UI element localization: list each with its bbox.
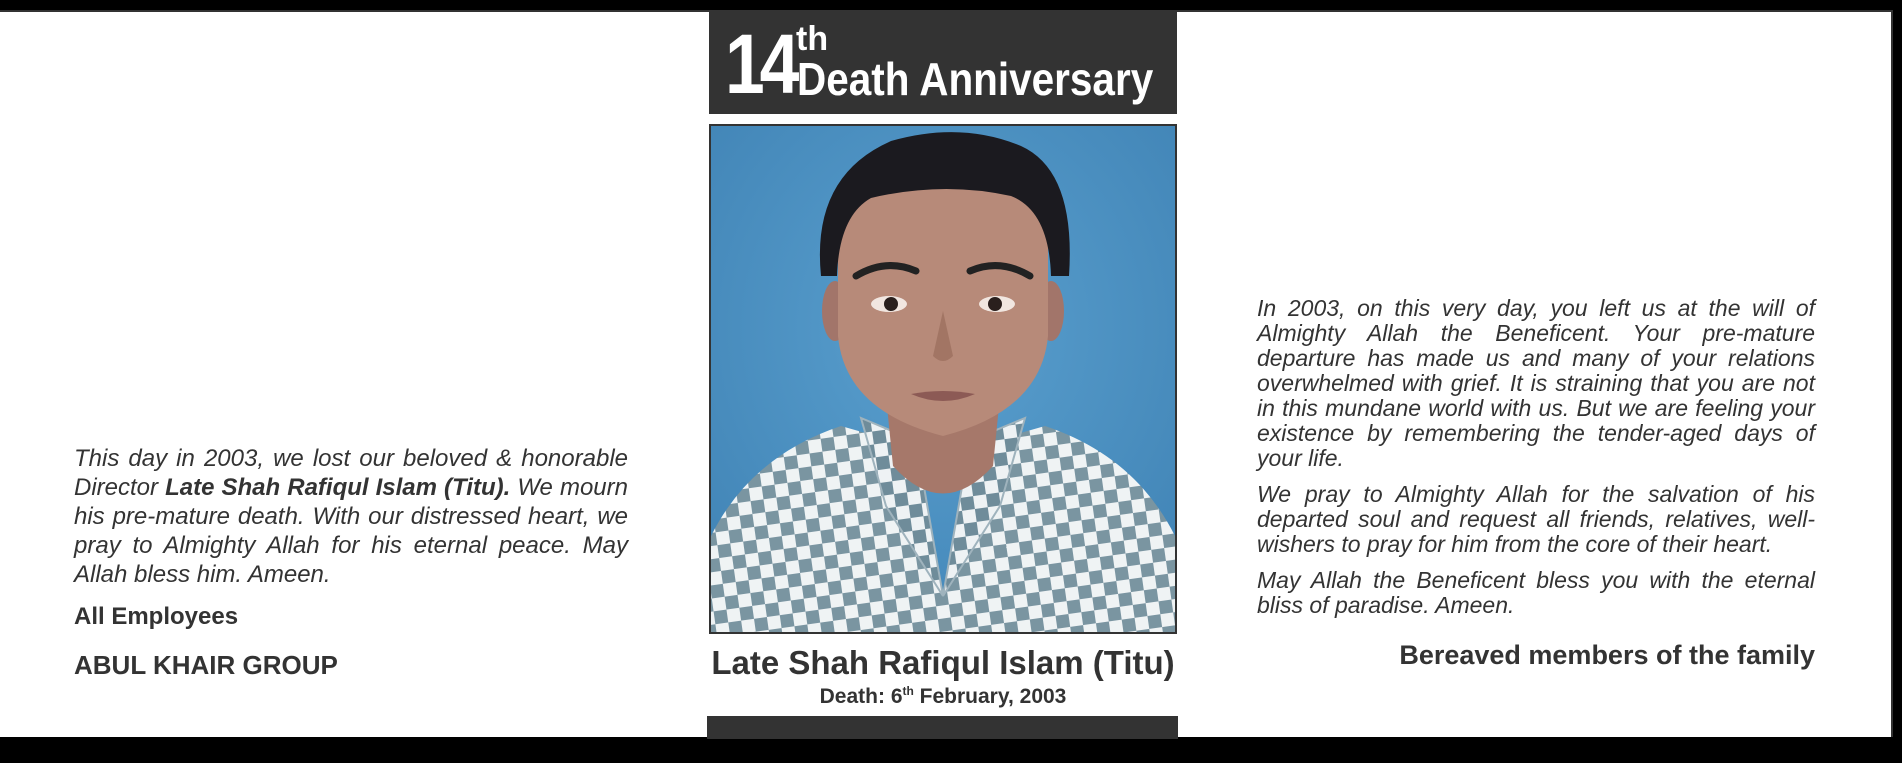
memorial-advertisement <box>0 10 1893 737</box>
family-paragraph-2: We pray to Almighty Allah for the salvation of his departed soul and request all friends, relatives, well-wishers to pray for him from the core of their heart. <box>1257 481 1815 557</box>
message-text-continued: We mourn his pre-mature death. With our distressed heart, we pray to Almighty Allah for his eternal peace. May Allah bless him. Ameen. <box>74 474 628 588</box>
anniversary-title: Death Anniversary <box>797 53 1154 105</box>
employees-message <box>74 444 628 589</box>
anniversary-number: 14 <box>725 17 795 111</box>
death-date-day: Death: 6 <box>819 685 903 708</box>
death-date-month-year: February, 2003 <box>913 685 1067 708</box>
death-date-ordinal: th <box>902 684 914 698</box>
deceased-name: Late Shah Rafiqul Islam (Titu) <box>711 644 1175 681</box>
death-date <box>700 684 1186 709</box>
signature-family: Bereaved members of the family <box>1399 640 1815 670</box>
family-paragraph-1: In 2003, on this very day, you left us at the will of Almighty Allah the Beneficent. Your pre-mature departure has made us and many of your relations overwhelmed with grief. It is straining that you are not in this mundane world with us. But we are feeling your existence by remembering the tender-aged days of your life. <box>1257 295 1815 471</box>
deceased-name-inline: Late Shah Rafiqul Islam (Titu). <box>165 474 511 501</box>
portrait-photo <box>709 124 1177 634</box>
family-paragraph-3: May Allah the Beneficent bless you with the eternal bliss of paradise. Ameen. <box>1257 567 1815 618</box>
signature-all-employees: All Employees <box>74 603 239 630</box>
left-column <box>74 444 628 681</box>
anniversary-banner <box>709 12 1177 114</box>
signature-company: ABUL KHAIR GROUP <box>74 650 338 680</box>
message-text: This day in 2003, we lost our beloved & honorable Director <box>74 445 628 501</box>
bottom-bar <box>707 716 1178 739</box>
right-column <box>1257 296 1815 629</box>
anniversary-ordinal: th <box>796 20 829 58</box>
